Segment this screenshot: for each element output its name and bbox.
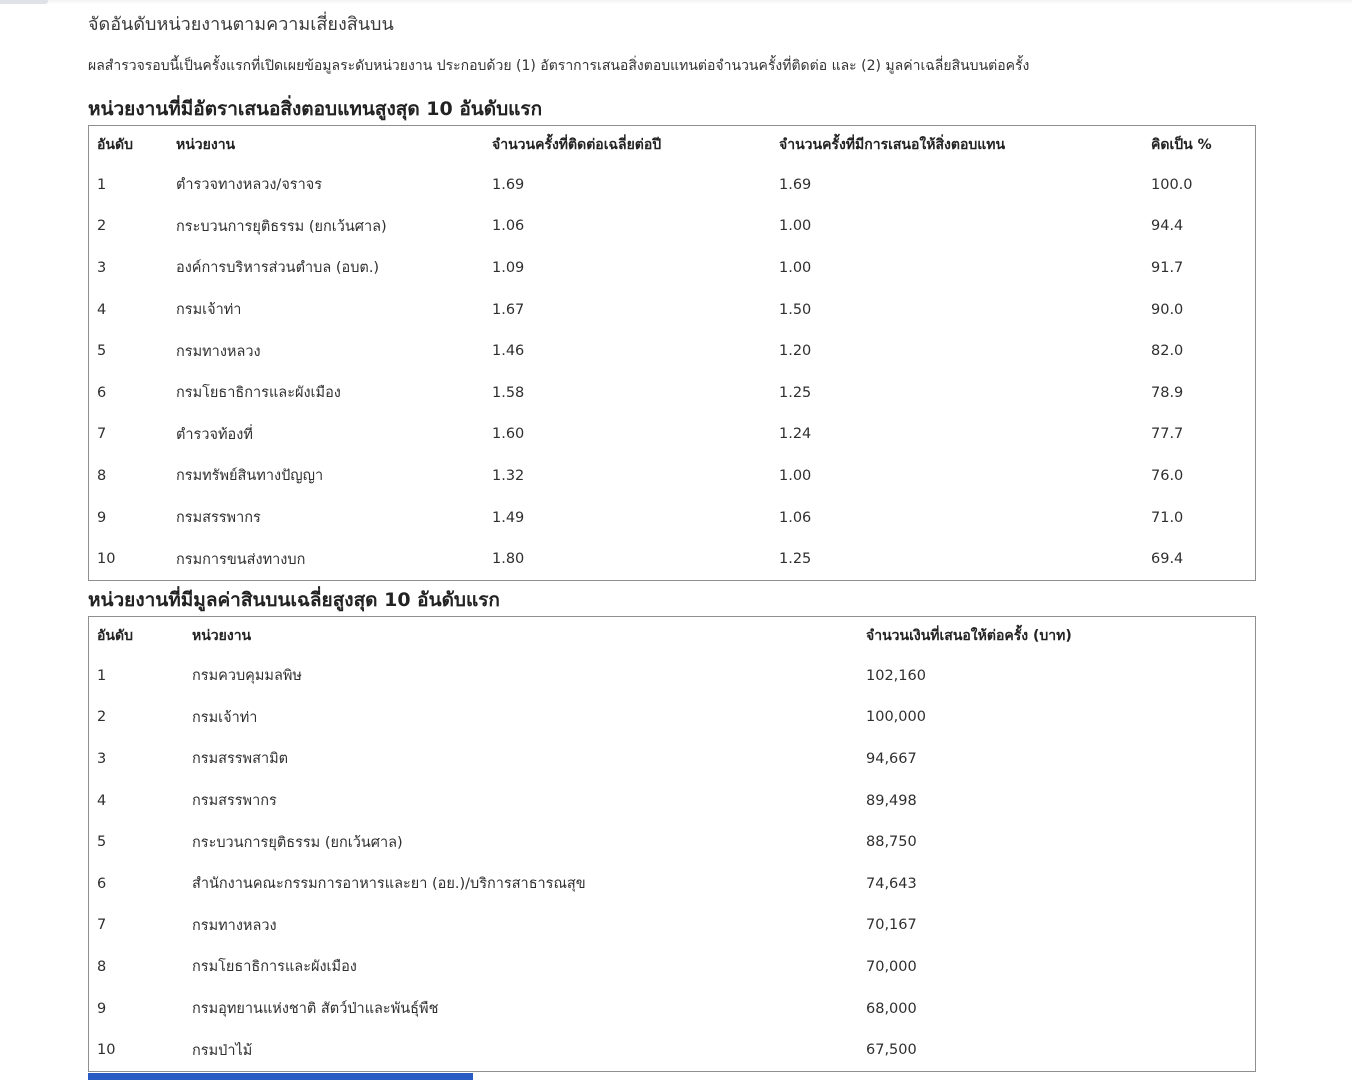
cell-offers: 1.24: [779, 426, 812, 443]
cell-agency: กรมโยธาธิการและผังเมือง: [192, 959, 357, 976]
cell-agency: กรมควบคุมมลพิษ: [192, 668, 302, 685]
table2-heading: หน่วยงานที่มีมูลค่าสินบนเฉลี่ยสูงสุด 10 อันดับแรก: [88, 589, 500, 611]
table-row: [89, 946, 1255, 988]
cell-offers: 1.00: [779, 259, 812, 276]
table-row: [89, 372, 1255, 414]
cell-contacts: 1.58: [492, 384, 525, 401]
table-row: [89, 289, 1255, 331]
cell-percent: 82.0: [1151, 343, 1184, 360]
cell-amount: 68,000: [866, 1000, 917, 1017]
table-row: [89, 780, 1255, 822]
table2-container: [88, 616, 1256, 1072]
cell-percent: 91.7: [1151, 259, 1184, 276]
cell-amount: 70,167: [866, 917, 917, 934]
cell-rank: 4: [97, 301, 107, 318]
cell-contacts: 1.80: [492, 551, 525, 568]
cell-rank: 8: [97, 958, 107, 975]
cell-contacts: 1.69: [492, 176, 525, 193]
cell-contacts: 1.49: [492, 509, 525, 526]
col-header-percent: คิดเป็น %: [1151, 137, 1212, 153]
table2-body: [89, 655, 1255, 1071]
cell-rank: 1: [97, 667, 107, 684]
col-header-rank: อันดับ: [97, 628, 133, 644]
bribe-amount-table: [89, 617, 1255, 1071]
col-header-offers: จำนวนครั้งที่มีการเสนอให้สิ่งตอบแทน: [779, 137, 1006, 153]
cell-agency: กรมป่าไม้: [192, 1042, 253, 1059]
table-row: [89, 455, 1255, 497]
cell-rank: 5: [97, 834, 107, 851]
cell-agency: ตำรวจท้องที่: [176, 426, 253, 443]
intro-text: ผลสำรวจรอบนี้เป็นครั้งแรกที่เปิดเผยข้อมูลระดับหน่วยงาน ประกอบด้วย (1) อัตราการเสนอสิ่งตอบแทนต่อจำนวนครั้งที่ติดต่อ และ (2) มูลค่าเฉลี่ยสินบนต่อครั้ง: [88, 58, 1030, 74]
cell-agency: องค์การบริหารส่วนตำบล (อบต.): [176, 260, 380, 277]
cell-contacts: 1.60: [492, 426, 525, 443]
cell-agency: กระบวนการยุติธรรม (ยกเว้นศาล): [192, 834, 403, 851]
cell-rank: 4: [97, 792, 107, 809]
cell-offers: 1.69: [779, 176, 812, 193]
table-row: [89, 863, 1255, 905]
cell-percent: 71.0: [1151, 509, 1184, 526]
cell-amount: 102,160: [866, 667, 926, 684]
cell-contacts: 1.32: [492, 467, 525, 484]
cell-offers: 1.50: [779, 301, 812, 318]
table-row: [89, 497, 1255, 539]
cell-offers: 1.25: [779, 551, 812, 568]
bottom-blue-bar: [88, 1073, 473, 1080]
table-header-row: [89, 617, 1255, 655]
cell-rank: 2: [97, 218, 107, 235]
cell-amount: 94,667: [866, 750, 917, 767]
cell-rank: 6: [97, 875, 107, 892]
cell-agency: กรมสรรพากร: [192, 793, 277, 810]
cell-rank: 9: [97, 1000, 107, 1017]
cell-rank: 9: [97, 509, 107, 526]
cell-agency: กรมโยธาธิการและผังเมือง: [176, 385, 341, 402]
cell-offers: 1.20: [779, 343, 812, 360]
table-row: [89, 738, 1255, 780]
cell-amount: 88,750: [866, 834, 917, 851]
cell-agency: ตำรวจทางหลวง/จราจร: [176, 177, 323, 194]
col-header-rank: อันดับ: [97, 137, 133, 153]
col-header-agency: หน่วยงาน: [176, 137, 236, 153]
cell-rank: 2: [97, 709, 107, 726]
cell-percent: 100.0: [1151, 176, 1193, 193]
cell-agency: กรมทางหลวง: [192, 917, 277, 934]
cell-agency: กระบวนการยุติธรรม (ยกเว้นศาล): [176, 218, 387, 235]
cell-agency: กรมเจ้าท่า: [192, 709, 258, 726]
cell-rank: 1: [97, 176, 107, 193]
table-row: [89, 1029, 1255, 1071]
bribe-rate-table: [89, 126, 1255, 580]
cell-offers: 1.06: [779, 509, 812, 526]
cell-rank: 7: [97, 426, 107, 443]
cell-agency: กรมสรรพากร: [176, 510, 261, 527]
table1-container: [88, 125, 1256, 581]
cell-amount: 74,643: [866, 875, 917, 892]
cell-contacts: 1.09: [492, 259, 525, 276]
cell-agency: กรมอุทยานแห่งชาติ สัตว์ป่าและพันธุ์พืช: [192, 1001, 439, 1018]
page-title: จัดอันดับหน่วยงานตามความเสี่ยงสินบน: [88, 14, 394, 35]
cell-contacts: 1.67: [492, 301, 525, 318]
cell-percent: 76.0: [1151, 467, 1184, 484]
cell-amount: 89,498: [866, 792, 917, 809]
cell-offers: 1.00: [779, 218, 812, 235]
cell-rank: 10: [97, 1042, 116, 1059]
cell-percent: 78.9: [1151, 384, 1184, 401]
table-header-row: [89, 126, 1255, 164]
cell-rank: 8: [97, 467, 107, 484]
cell-percent: 77.7: [1151, 426, 1184, 443]
cell-percent: 94.4: [1151, 218, 1184, 235]
cell-agency: สำนักงานคณะกรรมการอาหารและยา (อย.)/บริการสาธารณสุข: [192, 876, 586, 893]
cell-amount: 70,000: [866, 958, 917, 975]
cell-agency: กรมสรรพสามิต: [192, 751, 289, 768]
cell-rank: 10: [97, 551, 116, 568]
cell-rank: 3: [97, 750, 107, 767]
table1-body: [89, 164, 1255, 580]
table-row: [89, 905, 1255, 947]
col-header-contacts: จำนวนครั้งที่ติดต่อเฉลี่ยต่อปี: [492, 137, 662, 153]
table-row: [89, 414, 1255, 456]
cell-rank: 6: [97, 384, 107, 401]
cell-agency: กรมเจ้าท่า: [176, 302, 242, 319]
table-row: [89, 206, 1255, 248]
table-row: [89, 821, 1255, 863]
col-header-amount: จำนวนเงินที่เสนอให้ต่อครั้ง (บาท): [866, 628, 1072, 644]
cell-rank: 5: [97, 343, 107, 360]
cell-rank: 7: [97, 917, 107, 934]
table-row: [89, 697, 1255, 739]
cell-percent: 69.4: [1151, 551, 1184, 568]
table-row: [89, 655, 1255, 697]
table1-heading: หน่วยงานที่มีอัตราเสนอสิ่งตอบแทนสูงสุด 10 อันดับแรก: [88, 98, 543, 120]
table-row: [89, 988, 1255, 1030]
top-edge: [0, 0, 1352, 4]
cell-amount: 100,000: [866, 709, 926, 726]
cell-contacts: 1.06: [492, 218, 525, 235]
col-header-agency: หน่วยงาน: [192, 628, 252, 644]
table-row: [89, 538, 1255, 580]
cell-percent: 90.0: [1151, 301, 1184, 318]
cell-offers: 1.25: [779, 384, 812, 401]
cell-rank: 3: [97, 259, 107, 276]
table-row: [89, 164, 1255, 206]
cell-offers: 1.00: [779, 467, 812, 484]
cell-amount: 67,500: [866, 1042, 917, 1059]
top-left-tab: [0, 0, 48, 4]
cell-agency: กรมการขนส่งทางบก: [176, 551, 306, 568]
cell-agency: กรมทรัพย์สินทางปัญญา: [176, 468, 324, 485]
cell-contacts: 1.46: [492, 343, 525, 360]
table-row: [89, 330, 1255, 372]
cell-agency: กรมทางหลวง: [176, 343, 261, 360]
table-row: [89, 247, 1255, 289]
